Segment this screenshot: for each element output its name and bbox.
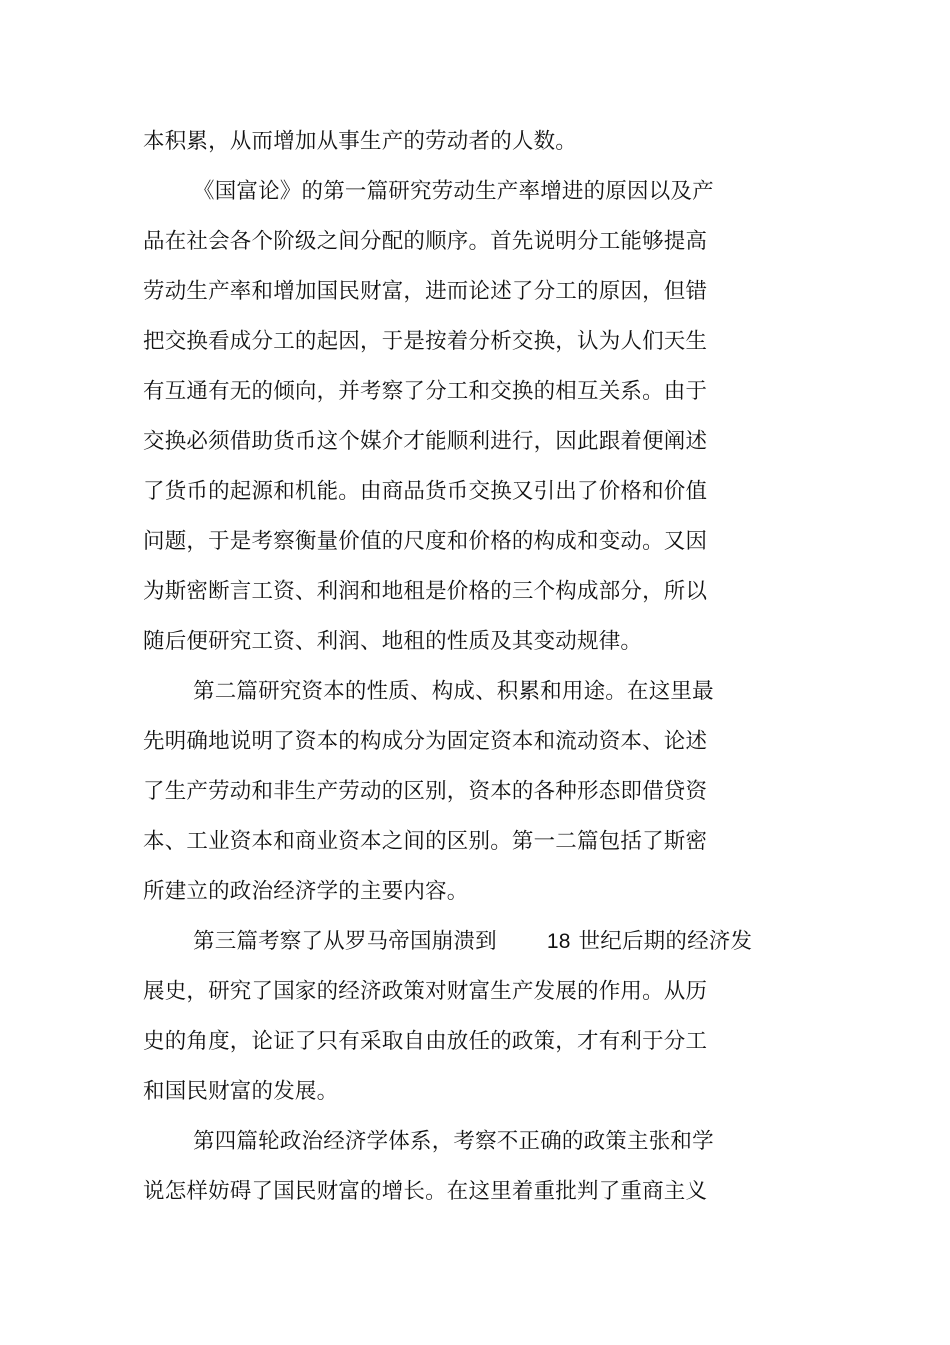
text-line: 第四篇轮政治经济学体系，考察不正确的政策主张和学 (193, 1129, 714, 1154)
text-line: 展史，研究了国家的经济政策对财富生产发展的作用。从历 (143, 979, 708, 1004)
text-line: 有互通有无的倾向，并考察了分工和交换的相互关系。由于 (143, 379, 708, 404)
century-number: 18 (546, 930, 571, 953)
text-line: 第二篇研究资本的性质、构成、积累和用途。在这里最 (193, 679, 714, 704)
text-line: 问题，于是考察衡量价值的尺度和价格的构成和变动。又因 (143, 529, 708, 554)
text-line-with-number (193, 927, 752, 957)
text-line: 先明确地说明了资本的构成分为固定资本和流动资本、论述 (143, 729, 708, 754)
text-line: 所建立的政治经济学的主要内容。 (143, 879, 469, 904)
text-line: 交换必须借助货币这个媒介才能顺利进行，因此跟着便阐述 (143, 429, 708, 454)
text-line: 劳动生产率和增加国民财富，进而论述了分工的原因，但错 (143, 279, 708, 304)
text-line: 随后便研究工资、利润、地租的性质及其变动规律。 (143, 629, 643, 654)
text-line: 说怎样妨碍了国民财富的增长。在这里着重批判了重商主义 (143, 1179, 708, 1204)
text-line: 为斯密断言工资、利润和地租是价格的三个构成部分，所以 (143, 579, 708, 604)
text-segment: 世纪后期的经济发 (578, 929, 753, 954)
text-line: 本积累，从而增加从事生产的劳动者的人数。 (143, 129, 578, 154)
text-segment: 第三篇考察了从罗马帝国崩溃到 (193, 929, 497, 954)
text-line: 把交换看成分工的起因，于是按着分析交换，认为人们天生 (143, 329, 708, 354)
text-line: 了生产劳动和非生产劳动的区别，资本的各种形态即借贷资 (143, 779, 708, 804)
text-line: 品在社会各个阶级之间分配的顺序。首先说明分工能够提高 (143, 229, 708, 254)
text-line: 和国民财富的发展。 (143, 1079, 339, 1104)
text-line: 《国富论》的第一篇研究劳动生产率增进的原因以及产 (193, 179, 714, 204)
text-line: 了货币的起源和机能。由商品货币交换又引出了价格和价值 (143, 479, 708, 504)
text-line: 本、工业资本和商业资本之间的区别。第一二篇包括了斯密 (143, 829, 708, 854)
text-line: 史的角度，论证了只有采取自由放任的政策，才有利于分工 (143, 1029, 708, 1054)
